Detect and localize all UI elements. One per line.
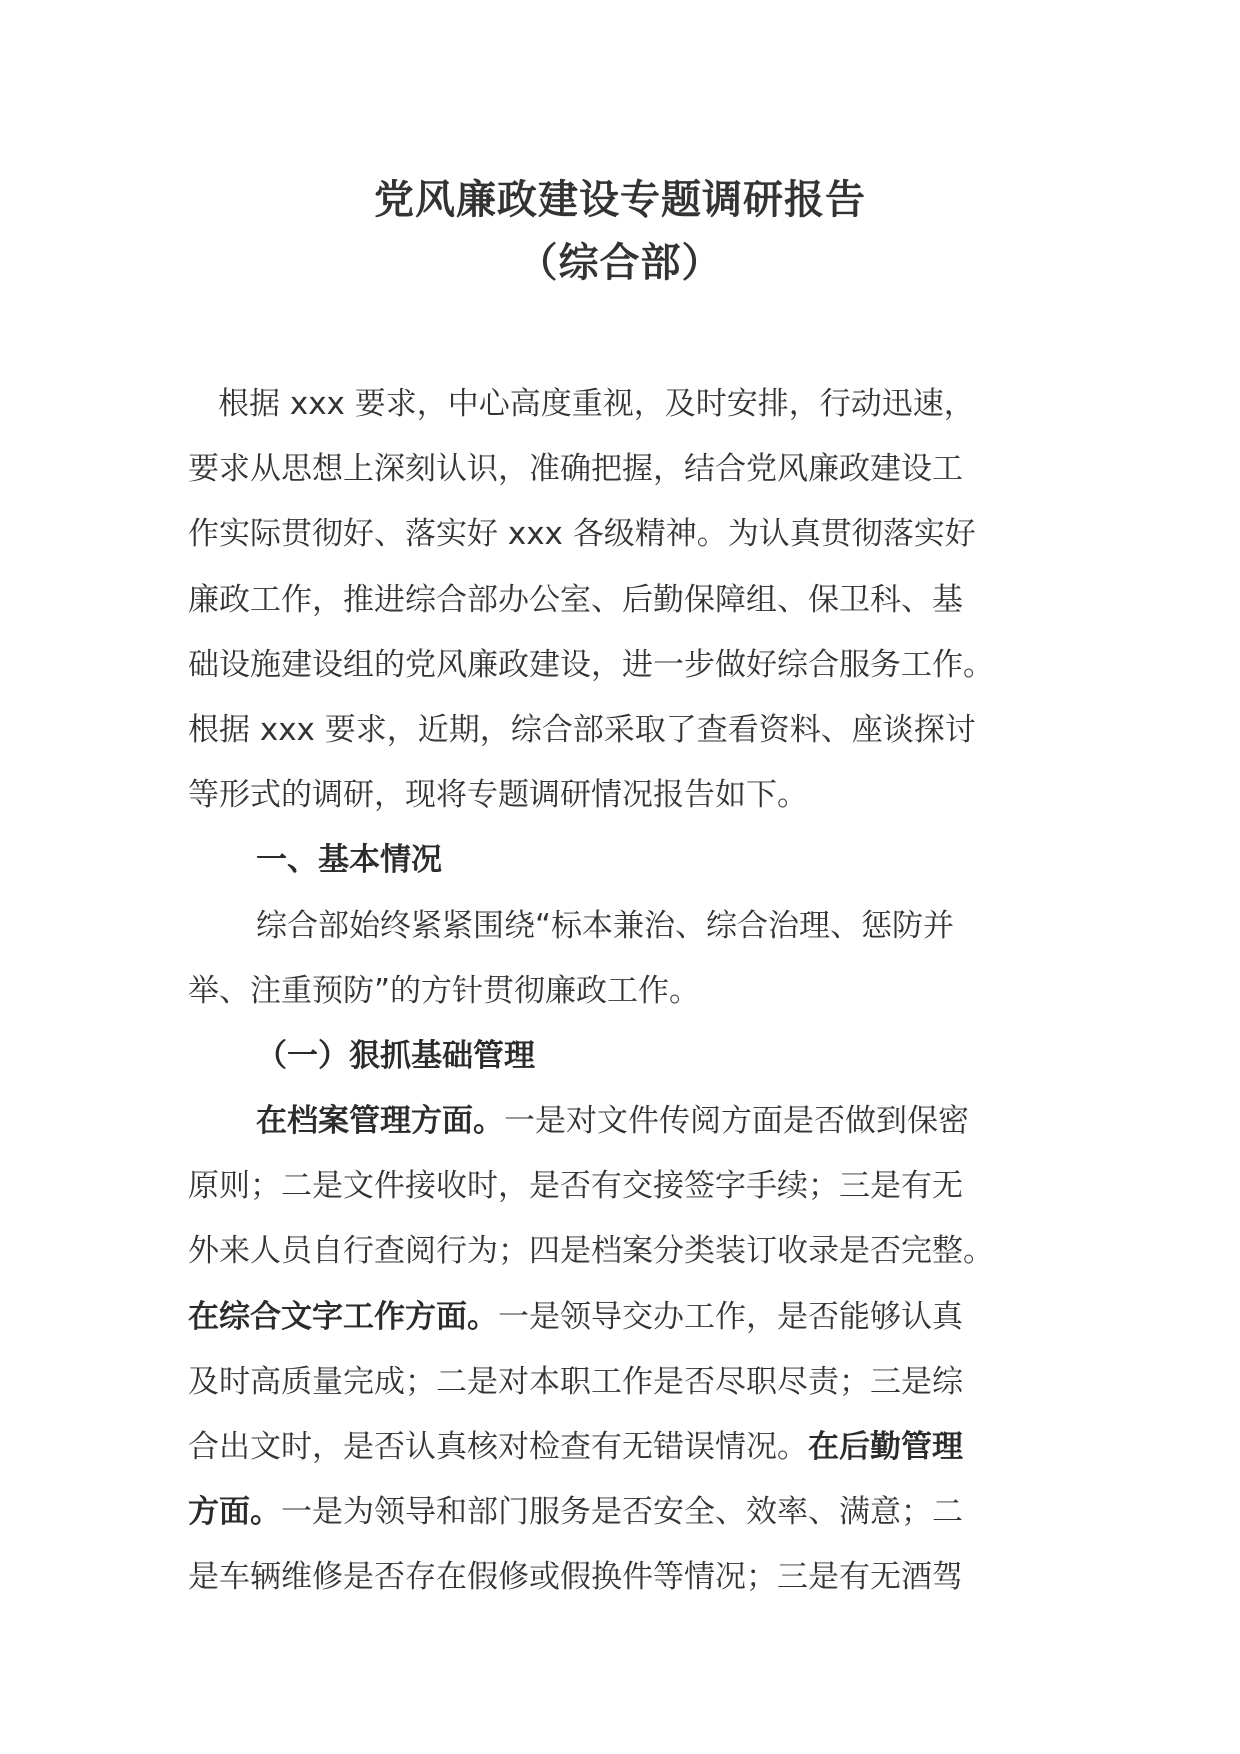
document-title: 党风廉政建设专题调研报告 bbox=[374, 176, 866, 223]
text-line bbox=[188, 1545, 1068, 1610]
text-line bbox=[188, 894, 1068, 959]
text-segment: 一是领导交办工作，是否能够认真 bbox=[498, 1298, 963, 1335]
bold-text-segment: 在后勤管理 bbox=[808, 1429, 963, 1465]
text-segment: 一是对文件传阅方面是否做到保密 bbox=[504, 1103, 969, 1140]
text-segment: 作实际贯彻好、落实好 xxx 各级精神。为认真贯彻落实好 bbox=[188, 516, 976, 553]
text-segment: 是车辆维修是否存在假修或假换件等情况；三是有无酒驾 bbox=[188, 1559, 963, 1596]
bold-text-segment: 在档案管理方面。 bbox=[256, 1103, 504, 1140]
text-line bbox=[188, 502, 1068, 567]
bold-text-segment: 在综合文字工作方面。 bbox=[188, 1298, 498, 1335]
text-line bbox=[188, 1024, 1068, 1089]
document-subtitle: （综合部） bbox=[517, 239, 723, 286]
text-segment: 础设施建设组的党风廉政建设，进一步做好综合服务工作。 bbox=[188, 646, 994, 683]
text-segment: 举、注重预防”的方针贯彻廉政工作。 bbox=[188, 972, 701, 1009]
text-segment: 原则；二是文件接收时，是否有交接签字手续；三是有无 bbox=[188, 1168, 963, 1205]
text-segment: 根据 xxx 要求，中心高度重视，及时安排，行动迅速， bbox=[218, 386, 975, 422]
text-segment: 一是为领导和部门服务是否安全、效率、满意；二 bbox=[281, 1494, 963, 1531]
text-segment: 廉政工作，推进综合部办公室、后勤保障组、保卫科、基 bbox=[188, 581, 963, 618]
text-segment: 外来人员自行查阅行为；四是档案分类装订收录是否完整。 bbox=[188, 1233, 994, 1270]
text-line bbox=[188, 1415, 1068, 1480]
text-line bbox=[188, 1154, 1068, 1219]
text-line bbox=[188, 1350, 1068, 1415]
text-line bbox=[188, 372, 1068, 437]
text-line bbox=[188, 828, 1068, 893]
text-segment: 及时高质量完成；二是对本职工作是否尽职尽责；三是综 bbox=[188, 1363, 963, 1400]
text-line bbox=[188, 1285, 1068, 1350]
text-segment: 合出文时，是否认真核对检查有无错误情况。 bbox=[188, 1429, 808, 1465]
document-body bbox=[188, 372, 1068, 1611]
text-line bbox=[188, 698, 1068, 763]
text-line bbox=[188, 633, 1068, 698]
text-line bbox=[188, 1219, 1068, 1284]
text-line bbox=[188, 959, 1068, 1024]
text-line bbox=[188, 437, 1068, 502]
text-line bbox=[188, 1480, 1068, 1545]
text-segment: 等形式的调研，现将专题调研情况报告如下。 bbox=[188, 777, 808, 814]
text-segment: 根据 xxx 要求，近期，综合部采取了查看资料、座谈探讨 bbox=[188, 711, 976, 748]
bold-text-segment: （一）狠抓基础管理 bbox=[256, 1037, 535, 1074]
bold-text-segment: 一、基本情况 bbox=[256, 842, 442, 879]
text-segment: 综合部始终紧紧围绕“标本兼治、综合治理、惩防并 bbox=[256, 907, 955, 944]
text-line bbox=[188, 568, 1068, 633]
text-segment: 要求从思想上深刻认识，准确把握，结合党风廉政建设工 bbox=[188, 451, 963, 488]
text-line bbox=[188, 1089, 1068, 1154]
text-line bbox=[188, 763, 1068, 828]
bold-text-segment: 方面。 bbox=[188, 1494, 281, 1531]
